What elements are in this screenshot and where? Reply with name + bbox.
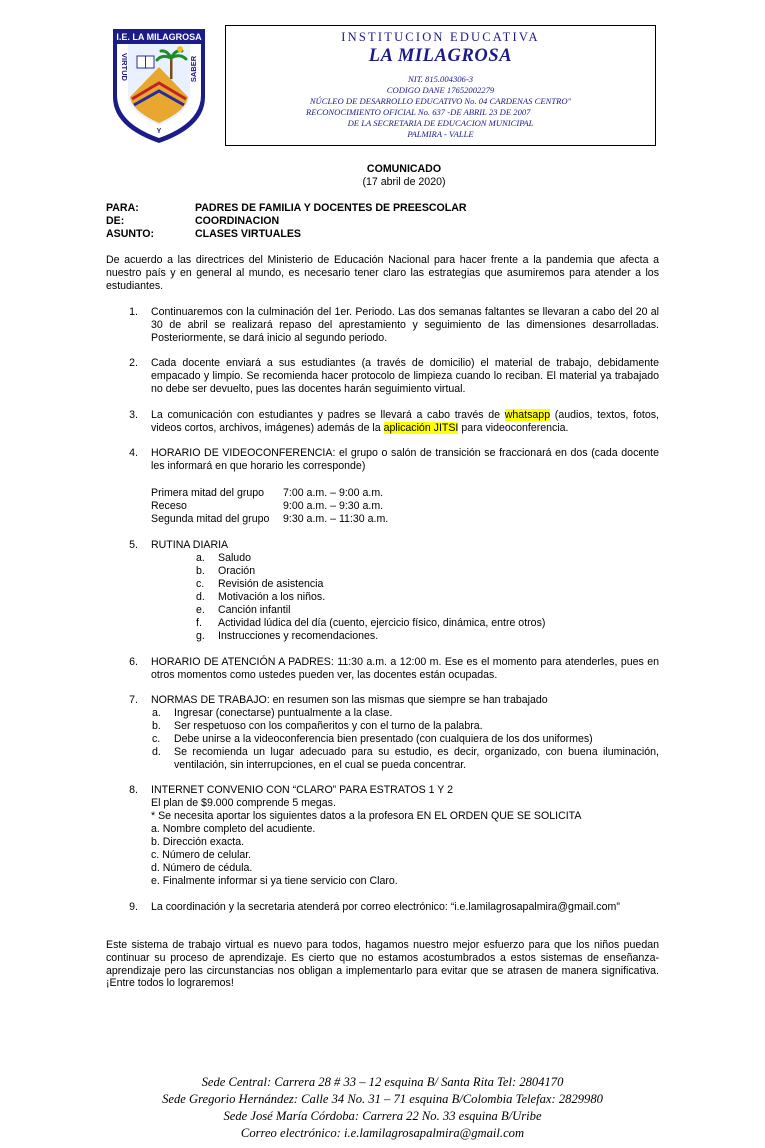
memo-date: (17 abril de 2020) — [362, 176, 446, 188]
institution-name: LA MILAGROSA — [368, 46, 513, 66]
crest-motto-left: VIRTUD — [120, 53, 129, 81]
item-4-number: 4. — [129, 447, 138, 459]
internet-data-item: e. Finalmente informar si ya tiene servicio con Claro. — [151, 875, 398, 887]
rule-item: Ser respetuoso con los compañeritos y con el turno de la palabra. — [174, 720, 483, 732]
school-crest-logo — [110, 27, 208, 145]
routine-letter: e. — [196, 604, 205, 616]
item-2-number: 2. — [129, 357, 138, 369]
item-7-text: NORMAS DE TRABAJO: en resumen son las mismas que siempre se han trabajado — [151, 694, 548, 706]
item-7-number: 7. — [129, 694, 138, 706]
item-3-text-part: (audios, textos, fotos, videos cortos, archivos, imágenes) además de la — [151, 409, 659, 434]
item-3-text — [151, 409, 659, 435]
routine-item: Instrucciones y recomendaciones. — [218, 630, 379, 642]
header-city: PALMIRA - VALLE — [407, 129, 474, 139]
routine-letter: g. — [196, 630, 205, 642]
internet-data-item: a. Nombre completo del acudiente. — [151, 823, 316, 835]
item-5-title: RUTINA DIARIA — [151, 539, 229, 551]
schedule-label: Primera mitad del grupo — [151, 487, 265, 499]
rule-letter: b. — [152, 720, 161, 732]
institution-header-box — [225, 25, 656, 146]
item-3-number: 3. — [129, 409, 138, 421]
item-4-text: HORARIO DE VIDEOCONFERENCIA: el grupo o salón de transición se fraccionará en dos (cada docente les informará en que horario les corresponde) — [151, 447, 659, 472]
de-value: COORDINACION — [195, 215, 280, 227]
item-2-text: Cada docente enviará a sus estudiantes (a través de domicilio) el material de trabajo, debidamente empacado y limpio. Se recomienda hacer protocolo de limpieza cuando lo reciban. El material ya trabajado no debe ser devuelto, pues las docentes harán seguimiento virtual. — [151, 357, 659, 395]
item-6-text: HORARIO DE ATENCIÓN A PADRES: 11:30 a.m. a 12:00 m. Ese es el momento para atenderles, pues en otros momentos como ustedes pueden ver, las docentes están ocupadas. — [151, 656, 659, 681]
routine-item: Canción infantil — [218, 604, 291, 616]
schedule-time: 9:00 a.m. – 9:30 a.m. — [283, 500, 384, 512]
whatsapp-highlight: whatsapp — [504, 409, 551, 421]
routine-item: Actividad lúdica del día (cuento, ejercicio físico, dinámica, entre otros) — [218, 617, 546, 629]
item-8-title: INTERNET CONVENIO CON “CLARO” PARA ESTRATOS 1 Y 2 — [151, 784, 453, 796]
de-label: DE: — [106, 215, 125, 227]
para-value: PADRES DE FAMILIA Y DOCENTES DE PREESCOLAR — [195, 202, 467, 214]
rule-letter: d. — [152, 746, 161, 758]
routine-letter: f. — [196, 617, 202, 629]
rule-item: Se recomienda un lugar adecuado para su estudio, es decir, organizado, con buena iluminación, ventilación, sin interrupciones, en el cual se pueda concentrar. — [174, 746, 659, 771]
header-secretary: DE LA SECRETARIA DE EDUCACION MUNICIPAL — [347, 118, 534, 128]
routine-letter: d. — [196, 591, 205, 603]
item-9-text: La coordinación y la secretaria atenderá por correo electrónico: “i.e.lamilagrosapalmira@gmail.com” — [151, 901, 620, 913]
footer-sede-jose-maria: Sede José María Córdoba: Carrera 22 No. 33 esquina B/Uribe — [223, 1109, 542, 1123]
rule-item: Ingresar (conectarse) puntualmente a la clase. — [174, 707, 393, 719]
internet-data-item: c. Número de celular. — [151, 849, 252, 861]
rule-item: Debe unirse a la videoconferencia bien presentado (con cualquiera de los dos uniformes) — [174, 733, 593, 745]
asunto-label: ASUNTO: — [106, 228, 155, 240]
schedule-time: 9:30 a.m. – 11:30 a.m. — [283, 513, 389, 525]
routine-item: Revisión de asistencia — [218, 578, 324, 590]
footer-sede-gregorio: Sede Gregorio Hernández: Calle 34 No. 31 – 71 esquina B/Colombia Telefax: 2829980 — [162, 1092, 603, 1106]
asunto-value: CLASES VIRTUALES — [195, 228, 301, 240]
crest-title: I.E. LA MILAGROSA — [116, 32, 202, 42]
internet-requirement: * Se necesita aportar los siguientes datos a la profesora EN EL ORDEN QUE SE SOLICITA — [151, 810, 582, 822]
memo-title: COMUNICADO — [366, 163, 442, 175]
routine-item: Motivación a los niños. — [218, 591, 326, 603]
closing-paragraph: Este sistema de trabajo virtual es nuevo para todos, hagamos nuestro mejor esfuerzo para que los niños puedan continuar su proceso de aprendizaje. Es cierto que no estamos acostumbrados a estos sistemas de enseñanza-aprendizaje pero las circunstancias nos obligan a implementarlo para evitar que se atrasen de manera significativa. ¡Entre todos lo lograremos! — [106, 939, 659, 990]
rule-letter: a. — [152, 707, 161, 719]
item-8-number: 8. — [129, 784, 138, 796]
item-1-number: 1. — [129, 306, 138, 318]
institution-type: INSTITUCION EDUCATIVA — [341, 30, 540, 44]
routine-letter: c. — [196, 578, 205, 590]
footer-email: Correo electrónico: i.e.lamilagrosapalmira@gmail.com — [240, 1126, 525, 1140]
item-3-text-part: La comunicación con estudiantes y padres se llevará a cabo través de — [151, 409, 505, 421]
footer-sede-central: Sede Central: Carrera 28 # 33 – 12 esquina B/ Santa Rita Tel: 2804170 — [201, 1075, 564, 1089]
crest-motto-right: SABER — [189, 55, 198, 83]
internet-plan: El plan de $9.000 comprende 5 megas. — [151, 797, 336, 809]
internet-data-item: d. Número de cédula. — [151, 862, 253, 874]
schedule-time: 7:00 a.m. – 9:00 a.m. — [283, 487, 384, 499]
item-5-number: 5. — [129, 539, 138, 551]
routine-item: Saludo — [218, 552, 251, 564]
schedule-label: Segunda mitad del grupo — [151, 513, 270, 525]
internet-data-item: b. Dirección exacta. — [151, 836, 245, 848]
rule-letter: c. — [152, 733, 161, 745]
item-3-text-part: para videoconferencia. — [458, 421, 569, 434]
schedule-label: Receso — [151, 500, 187, 512]
header-nucleus: NÚCLEO DE DESARROLLO EDUCATIVO No. 04 CARDENAS CENTRO" — [309, 96, 572, 106]
jitsi-highlight: aplicación JITSI — [383, 421, 459, 434]
item-9-number: 9. — [129, 901, 138, 913]
header-recognition: RECONOCIMIENTO OFICIAL No. 637 -DE ABRIL 23 DE 2007 — [306, 107, 531, 117]
intro-paragraph: De acuerdo a las directrices del Ministerio de Educación Nacional para hacer frente a la pandemia que afecta a nuestro país y en general al mundo, es necesario tener claro las estrategias que asumiremos para atender a los estudiantes. — [106, 254, 659, 292]
para-label: PARA: — [106, 202, 139, 214]
routine-item: Oración — [218, 565, 256, 577]
crest-motto-bottom: Y — [156, 128, 162, 135]
routine-letter: b. — [196, 565, 205, 577]
item-6-number: 6. — [129, 656, 138, 668]
header-dane-code: CODIGO DANE 17652002279 — [386, 85, 495, 95]
header-nit: NIT. 815.004306-3 — [407, 74, 473, 84]
routine-letter: a. — [196, 552, 205, 564]
item-1-text: Continuaremos con la culminación del 1er. Periodo. Las dos semanas faltantes se llevaran a cabo del 20 al 30 de abril se realizará repaso del aprestamiento y seguimiento de las dimensiones desarrolladas. Posteriormente, se dará inicio al segundo periodo. — [151, 306, 659, 344]
